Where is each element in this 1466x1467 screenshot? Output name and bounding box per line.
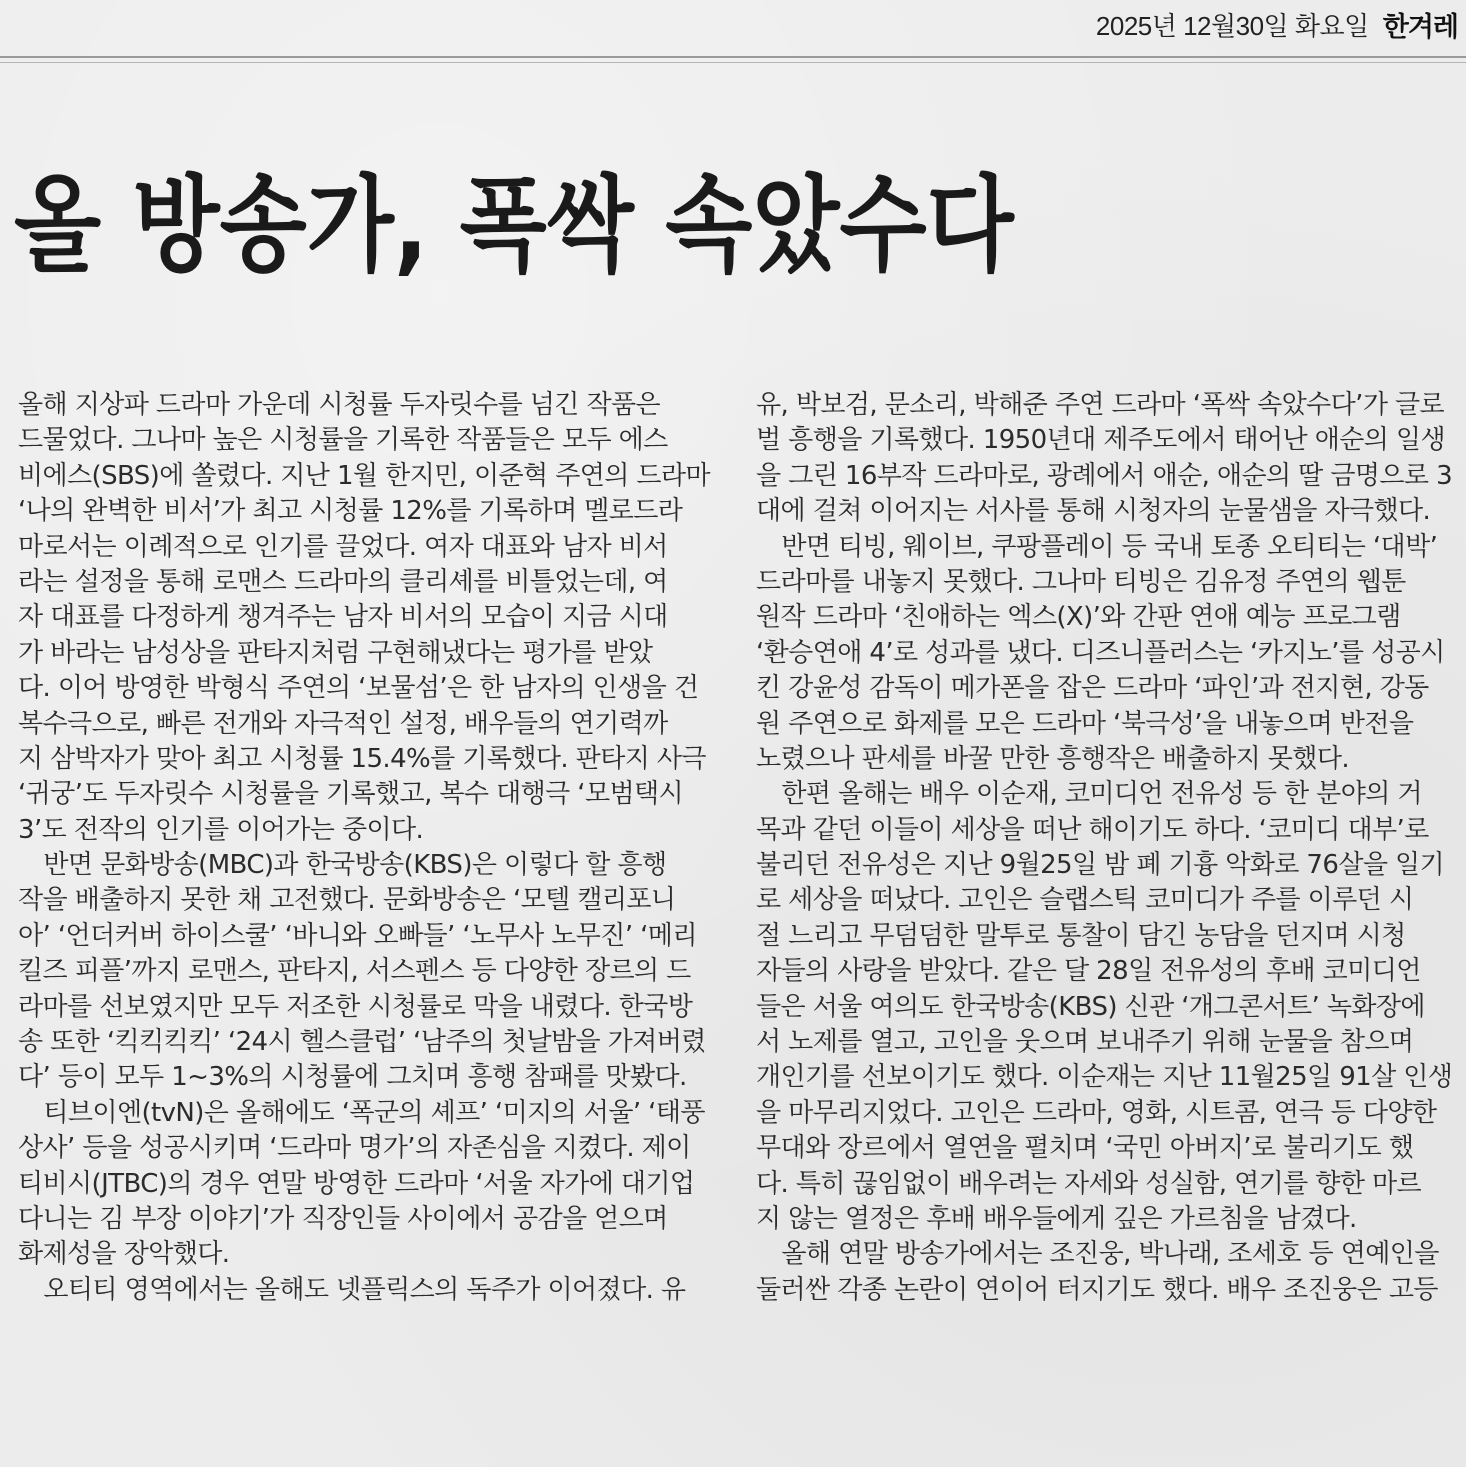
article-text-line: 둘러싼 각종 논란이 연이어 터지기도 했다. 배우 조진웅은 고등: [756, 1274, 1438, 1305]
article-text-line: 불리던 전유성은 지난 9월25일 밤 폐 기흉 악화로 76살을 일기: [756, 850, 1445, 881]
article-text-line: 로 세상을 떠났다. 고인은 슬랩스틱 코미디가 주를 이루던 시: [756, 885, 1414, 916]
article-text-line: 목과 같던 이들이 세상을 떠난 해이기도 하다. ‘코미디 대부’로: [756, 814, 1429, 845]
article-column-left: [18, 388, 718, 1308]
article-text-line: 자들의 사랑을 받았다. 같은 달 28일 전유성의 후배 코미디언: [756, 956, 1421, 987]
article-text-line: 라는 설정을 통해 로맨스 드라마의 클리셰를 비틀었는데, 여: [18, 566, 668, 597]
article-text-line: 서 노제를 열고, 고인을 웃으며 보내주기 위해 눈물을 참으며: [756, 1027, 1414, 1058]
article-text-line: 작을 배출하지 못한 채 고전했다. 문화방송은 ‘모텔 캘리포니: [18, 885, 676, 916]
article-text-line: 자 대표를 다정하게 챙겨주는 남자 비서의 모습이 지금 시대: [18, 602, 668, 633]
article-text-line: ‘나의 완벽한 비서’가 최고 시청률 12%를 기록하며 멜로드라: [18, 496, 683, 527]
article-text-line: 다. 이어 방영한 박형식 주연의 ‘보물섬’은 한 남자의 인생을 건: [18, 673, 699, 704]
article-text-line: 화제성을 장악했다.: [18, 1239, 230, 1270]
article-text-line: ‘귀궁’도 두자릿수 시청률을 기록했고, 복수 대행극 ‘모범택시: [18, 779, 684, 810]
article-text-line: 한편 올해는 배우 이순재, 코미디언 전유성 등 한 분야의 거: [756, 779, 1422, 810]
header-rule: [0, 56, 1466, 58]
article-headline: 올 방송가, 폭싹 속았수다: [14, 164, 1014, 286]
article-text-line: 3’도 전작의 인기를 이어가는 중이다.: [18, 814, 424, 845]
article-text-line: 상사’ 등을 성공시키며 ‘드라마 명가’의 자존심을 지켰다. 제이: [18, 1133, 691, 1164]
article-text-line: 대에 걸쳐 이어지는 서사를 통해 시청자의 눈물샘을 자극했다.: [756, 496, 1431, 527]
article-text-line: 원 주연으로 화제를 모은 드라마 ‘북극성’을 내놓으며 반전을: [756, 708, 1414, 739]
article-text-line: 유, 박보검, 문소리, 박해준 주연 드라마 ‘폭싹 속았수다’가 글로: [756, 390, 1445, 420]
article-text-line: 다’ 등이 모두 1~3%의 시청률에 그치며 흥행 참패를 맛봤다.: [18, 1062, 687, 1093]
article-text-line: 라마를 선보였지만 모두 저조한 시청률로 막을 내렸다. 한국방: [18, 991, 693, 1022]
article-text-line: 반면 문화방송(MBC)과 한국방송(KBS)은 이렇다 할 흥행: [18, 850, 667, 881]
header-rule-thin: [0, 62, 1466, 63]
article-text-line: 올해 연말 방송가에서는 조진웅, 박나래, 조세호 등 연예인을: [756, 1239, 1439, 1270]
masthead: [1096, 4, 1458, 44]
article-text-line: 지 않는 열정은 후배 배우들에게 깊은 가르침을 남겼다.: [756, 1203, 1357, 1234]
article-text-line: 송 또한 ‘킥킥킥킥’ ‘24시 헬스클럽’ ‘남주의 첫날밤을 가져버렸: [18, 1027, 706, 1058]
publication-date: 2025년 12월30일 화요일: [1095, 10, 1369, 41]
newspaper-logo: 한겨레: [1382, 11, 1458, 42]
article-text-line: 반면 티빙, 웨이브, 쿠팡플레이 등 국내 토종 오티티는 ‘대박’: [756, 531, 1438, 562]
article-text-line: 티브이엔(tvN)은 올해에도 ‘폭군의 셰프’ ‘미지의 서울’ ‘태풍: [18, 1097, 705, 1128]
article-text-line: 아’ ‘언더커버 하이스쿨’ ‘바니와 오빠들’ ‘노무사 노무진’ ‘메리: [18, 920, 697, 951]
article-text-line: 을 그린 16부작 드라마로, 광례에서 애순, 애순의 딸 금명으로 3: [756, 460, 1453, 491]
article-text-line: 가 바라는 남성상을 판타지처럼 구현해냈다는 평가를 받았: [18, 637, 653, 668]
article-text-line: 원작 드라마 ‘친애하는 엑스(X)’와 간판 연애 예능 프로그램: [756, 602, 1401, 633]
article-text-line: 다니는 김 부장 이야기’가 직장인들 사이에서 공감을 얻으며: [18, 1203, 668, 1234]
article-text-line: 들은 서울 여의도 한국방송(KBS) 신관 ‘개그콘서트’ 녹화장에: [756, 991, 1425, 1022]
article-text-line: 다. 특히 끊임없이 배우려는 자세와 성실함, 연기를 향한 마르: [756, 1168, 1422, 1199]
article-text-line: ‘환승연애 4’로 성과를 냈다. 디즈니플러스는 ‘카지노’를 성공시: [756, 637, 1445, 668]
article-text-line: 개인기를 선보이기도 했다. 이순재는 지난 11월25일 91살 인생: [756, 1062, 1453, 1093]
article-text-line: 오티티 영역에서는 올해도 넷플릭스의 독주가 이어졌다. 유: [18, 1274, 686, 1305]
article-text-line: 드물었다. 그나마 높은 시청률을 기록한 작품들은 모두 에스: [18, 425, 668, 456]
article-text-line: 벌 흥행을 기록했다. 1950년대 제주도에서 태어난 애순의 일생: [756, 425, 1445, 456]
article-column-right: [756, 388, 1456, 1308]
article-text-line: 드라마를 내놓지 못했다. 그나마 티빙은 김유정 주연의 웹툰: [756, 566, 1406, 597]
article-text-line: 티비시(JTBC)의 경우 연말 방영한 드라마 ‘서울 자가에 대기업: [18, 1168, 695, 1199]
article-text-line: 올해 지상파 드라마 가운데 시청률 두자릿수를 넘긴 작품은: [18, 390, 661, 420]
article-text-line: 비에스(SBS)에 쏠렸다. 지난 1월 한지민, 이준혁 주연의 드라마: [18, 460, 710, 491]
article-text-line: 절 느리고 무덤덤한 말투로 통찰이 담긴 농담을 던지며 시청: [756, 920, 1406, 951]
article-text-line: 킬즈 피플’까지 로맨스, 판타지, 서스펜스 등 다양한 장르의 드: [18, 956, 691, 987]
article-text-line: 무대와 장르에서 열연을 펼치며 ‘국민 아버지’로 불리기도 했: [756, 1133, 1414, 1164]
article-text-line: 지 삼박자가 맞아 최고 시청률 15.4%를 기록했다. 판타지 사극: [18, 743, 706, 774]
article-text-line: 을 마무리지었다. 고인은 드라마, 영화, 시트콤, 연극 등 다양한: [756, 1097, 1437, 1128]
article-text-line: 킨 강윤성 감독이 메가폰을 잡은 드라마 ‘파인’과 전지현, 강동: [756, 673, 1429, 704]
article-text-line: 복수극으로, 빠른 전개와 자극적인 설정, 배우들의 연기력까: [18, 708, 668, 739]
article-text-line: 마로서는 이례적으로 인기를 끌었다. 여자 대표와 남자 비서: [18, 531, 668, 562]
article-text-line: 노렸으나 판세를 바꿀 만한 흥행작은 배출하지 못했다.: [756, 743, 1350, 774]
